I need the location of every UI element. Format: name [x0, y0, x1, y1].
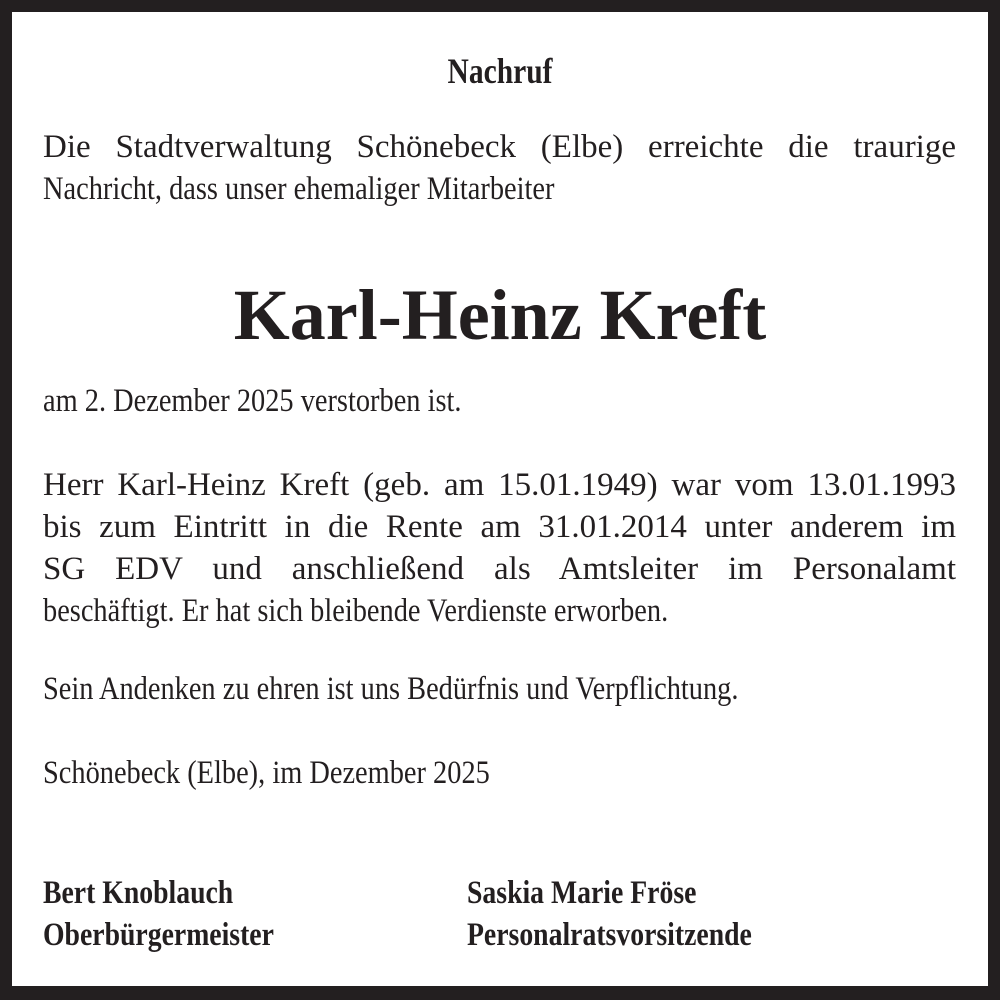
signatory-1-name: Bert Knoblauch: [43, 875, 234, 911]
notice-heading: Nachruf: [447, 51, 553, 91]
bio-line-1: Herr Karl-Heinz Kreft (geb. am 15.01.1949) war vom 13.01.1993: [43, 467, 956, 503]
bio-line-2: bis zum Eintritt in die Rente am 31.01.2014 unter anderem im: [43, 509, 956, 545]
remembrance-line: Sein Andenken zu ehren ist uns Bedürfnis und Verpflichtung.: [43, 671, 739, 707]
intro-paragraph: [43, 126, 956, 210]
death-line: am 2. Dezember 2025 verstorben ist.: [43, 383, 462, 419]
bio-line-4: beschäftigt. Er hat sich bleibende Verdienste erworben.: [43, 593, 669, 629]
deceased-name: Karl-Heinz Kreft: [233, 275, 767, 355]
obituary-notice: [12, 12, 988, 986]
bio-line-3: SG EDV und anschließend als Amtsleiter im Personalamt: [43, 551, 956, 587]
signatory-2-title: Personalratsvorsitzende: [467, 917, 752, 953]
place-date-line: Schönebeck (Elbe), im Dezember 2025: [43, 755, 490, 791]
signatory-1-title: Oberbürgermeister: [43, 917, 274, 953]
intro-line-2: Nachricht, dass unser ehemaliger Mitarbeiter: [43, 171, 555, 207]
bio-paragraph: [43, 464, 956, 632]
signatory-2-name: Saskia Marie Fröse: [467, 875, 697, 911]
intro-line-1: Die Stadtverwaltung Schönebeck (Elbe) erreichte die traurige: [43, 129, 956, 165]
